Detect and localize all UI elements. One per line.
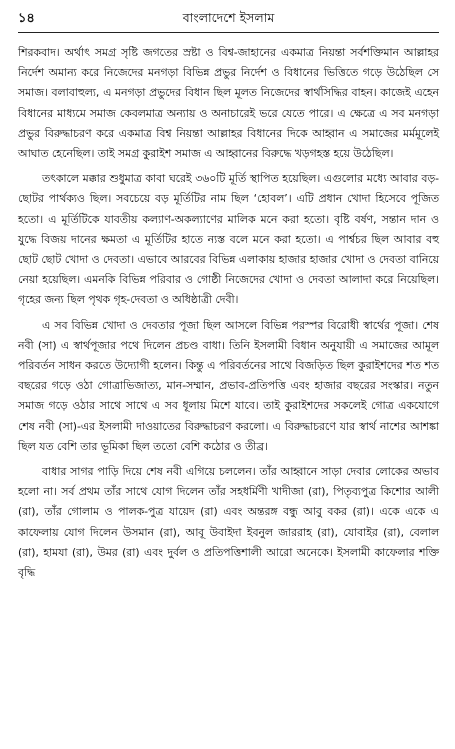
book-title: বাংলাদেশে ইসলাম <box>182 10 275 25</box>
page-number: ১৪ <box>18 11 35 26</box>
paragraph: বাধার সাগর পাড়ি দিয়ে শেষ নবী এগিয়ে চললেন। তাঁর আহ্বানে সাড়া দেবার লোকের অভাব হলো না। সর্ব প্রথম তাঁর সাথে যোগ দিলেন তাঁর সহধর্মিণী খাদীজা (রা), পিতৃব্যপুত্র কিশোর আলী (রা), তাঁর গোলাম ও পালক-পুত্র যায়েদ (রা) এবং অন্তরঙ্গ বন্ধু আবু বকর (রা)। একে একে এ কাফেলায় যোগ দিলেন উসমান (রা), আবূ উবাইদা ইবনুল জাররাহ (রা), যোবাইর (রা), বেলাল (রা), হামযা (রা), উমর (রা) এবং দুর্বল ও প্রতিপত্তিশালী আরো অনেকে। ইসলামী কাফেলার শক্তি বৃদ্ধি <box>18 465 439 580</box>
paragraph: শিরকবাদ। অর্থাৎ সমগ্র সৃষ্টি জগতের স্রষ্টা ও বিশ্ব-জাহানের একমাত্র নিয়ন্তা সর্বশক্তিমান আল্লাহর নির্দেশ অমান্য করে নিজেদের মনগড়া বিভিন্ন প্রভুর নির্দেশ ও বিধানের ভিত্তিতে গড়ে উঠেছিল সে সমাজ। বলাবাহুল্য, এ মনগড়া প্রভুদের বিধান ছিল মূলত নিজেদের স্বার্থসিদ্ধির বাহন। কাজেই এহেন বিধানের মাধ্যমে সমাজ কেবলমাত্র অন্যায় ও অনাচারেই ভরে যেতে পারে। এ ক্ষেত্রে এ সব মনগড়া প্রভুর বিরুদ্ধাচরণ করে একমাত্র বিশ্ব নিয়ন্তা আল্লাহর বিধানের দিকে আহ্বান এ সমাজের মর্মমূলেই আঘাত হেনেছিল। তাই সমগ্র কুরাইশ সমাজ এ আহ্বানের বিরুদ্ধে খড়গহস্ত হয়ে উঠেছিল। <box>18 46 439 161</box>
body-text <box>18 43 439 583</box>
header-divider <box>18 32 439 33</box>
running-head <box>18 8 439 28</box>
paragraph: তৎকালে মক্কার শুধুমাত্র কাবা ঘরেই ৩৬০টি মূর্তি স্থাপিত হয়েছিল। এগুলোর মধ্যে আবার বড়-ছোটর পার্থক্যও ছিল। সবচেয়ে বড় মূর্তিটির নাম ছিল ‘হোবল’। এটি প্রধান খোদা হিসেবে পূজিত হতো। এ মূর্তিটিকে যাবতীয় কল্যাণ-অকল্যাণের মালিক মনে করা হতো। বৃষ্টি বর্ষণ, সন্তান দান ও যুদ্ধে বিজয় দানের ক্ষমতা এ মূর্তিটির হাতে ন্যস্ত বলে মনে করা হতো। এ পার্শ্বচর ছিল আবার বহু ছোট ছোট খোদা ও দেবতা। এভাবে আরবের বিভিন্ন এলাকায় হাজার হাজার খোদা ও দেবতা বানিয়ে নেয়া হয়েছিল। এমনকি বিভিন্ন পরিবার ও গোষ্ঠী নিজেদের খোদা ও দেবতা আলাদা করে নিয়েছিল। গৃহের জন্য ছিল পৃথক গৃহ-দেবতা ও অধিষ্ঠাত্রী দেবী। <box>18 172 439 307</box>
paragraph: এ সব বিভিন্ন খোদা ও দেবতার পূজা ছিল আসলে বিভিন্ন পরস্পর বিরোধী স্বার্থের পূজা। শেষ নবী (সা) এ স্বার্থপূজার পথে দিলেন প্রচণ্ড বাধা। তিনি ইসলামী বিধান অনুযায়ী এ সমাজের আমূল পরিবর্তন সাধন করতে উদ্যোগী হলেন। কিন্তু এ পরিবর্তনের সাথে বিজড়িত ছিল কুরাইশদের শত শত বছরের গড়ে ওঠা গোত্রাভিজাত্য, মান-সম্মান, প্রভাব-প্রতিপত্তি এবং হাজার বছরের সংস্কার। নতুন সমাজ গড়ে ওঠার সাথে সাথে এ সব ধূলায় মিশে যাবে। তাই কুরাইশদের সকলেই গোত্র একযোগে শেষ নবী (সা)-এর ইসলামী দাওয়াতের বিরুদ্ধাচরণ করলো। এ বিরুদ্ধাচরণে যার স্বার্থ নাশের আশঙ্কা ছিল যত বেশি তার ভূমিকা ছিল ততো বেশি কঠোর ও তীব্র। <box>18 318 439 453</box>
